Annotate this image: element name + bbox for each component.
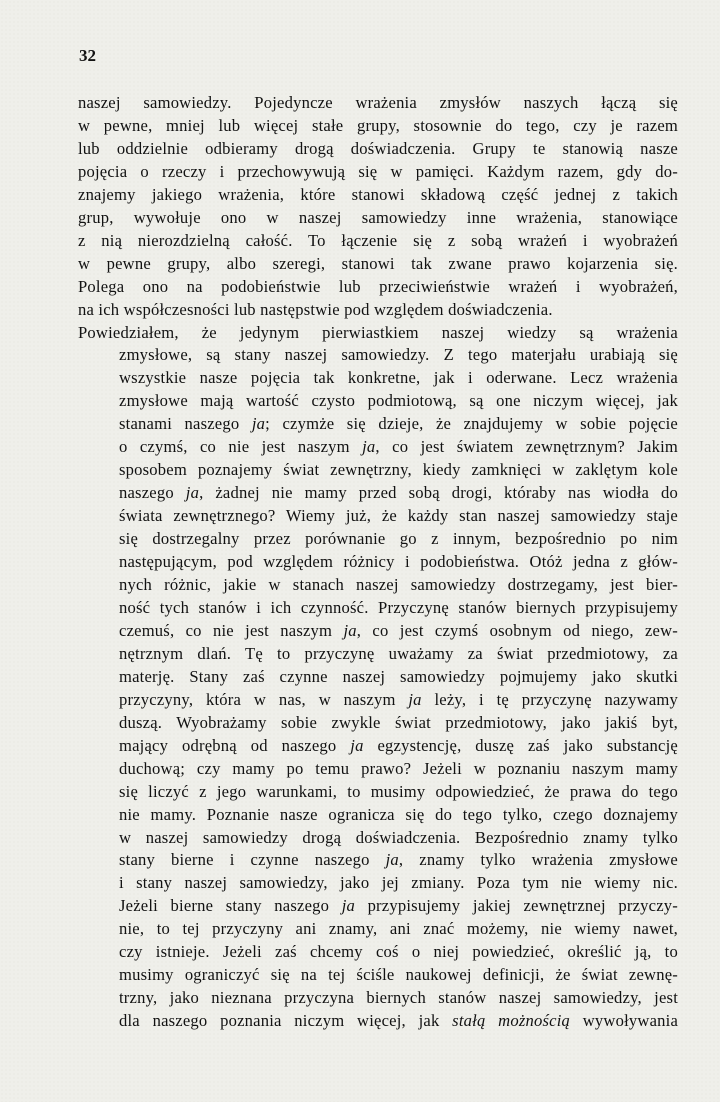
text-line: o czymś, co nie jest naszym ja, co jest światem zewnętrznym? Jakim (119, 437, 678, 457)
text-line: w pewne grupy, albo szeregi, stanowi tak zwane prawo kojarzenia się. (78, 253, 678, 273)
emphasis: ja (385, 850, 399, 870)
text-line: wszystkie nasze pojęcia tak konkretne, jak i oderwane. Lecz wrażenia (119, 368, 678, 388)
emphasis: ja (362, 437, 376, 457)
text-line: zmysłowe, są stany naszej samowiedzy. Z tego materjału urabiają się (119, 345, 678, 365)
text-line: świata zewnętrznego? Wiemy już, że każdy stan naszej samowiedzy staje (119, 506, 678, 526)
text-line: stanami naszego ja; czymże się dzieje, że znajdujemy w sobie pojęcie (119, 414, 678, 434)
text-line: przyczyny, która w nas, w naszym ja leży, i tę przyczynę nazywamy (119, 689, 679, 709)
text-line: materję. Stany zaś czynne naszej samowiedzy pojmujemy jako skutki (119, 666, 678, 686)
text-line: się liczyć z jego warunkami, to musimy odpowiedzieć, że prawa do tego (119, 781, 678, 801)
emphasis: ja (343, 620, 357, 640)
text-line: zmysłowe mają wartość czysto podmiotową, są one niczym więcej, jak (119, 391, 678, 411)
text-line: znajemy jakiego wrażenia, które stanowi składową część jednej z takich (78, 184, 678, 204)
text-line: Polega ono na podobieństwie lub przeciwieństwie wrażeń i wyobrażeń, (78, 276, 678, 296)
text-line: musimy ograniczyć się na tej ściśle naukowej definicji, że świat zewnę- (119, 965, 678, 985)
text-line: duszą. Wyobrażamy sobie zwykle świat przedmiotowy, jako jakiś byt, (119, 712, 678, 732)
text-line: w pewne, mniej lub więcej stałe grupy, stosownie do tego, czy je razem (78, 115, 678, 135)
emphasis: ja (408, 689, 422, 709)
text-line: naszego ja, żadnej nie mamy przed sobą drogi, któraby nas wiodła do (119, 483, 678, 503)
text-line: czy istnieje. Jeżeli zaś chcemy coś o niej powiedzieć, określić ją, to (119, 942, 678, 962)
text-line: mający odrębną od naszego ja egzystencję, duszę zaś jako substancję (119, 735, 678, 755)
emphasis: ja (341, 896, 356, 916)
text-line: dla naszego poznania niczym więcej, jak stałą możnością wywoływania (119, 1011, 679, 1031)
text-line: na ich współczesności lub następstwie pod względem doświadczenia. (78, 299, 553, 319)
text-line: nętrznym dlań. Tę to przyczynę uważamy za świat przedmiotowy, za (119, 643, 678, 663)
emphasis: ja (251, 414, 266, 434)
text-line: grup, wywołuje ono w naszej samowiedzy inne wrażenia, stanowiące (78, 207, 678, 227)
text-line: i stany naszej samowiedzy, jako jej zmiany. Poza tym nie wiemy nic. (119, 873, 678, 893)
paragraph-2 (78, 322, 678, 1034)
text-line: nie, to tej przyczyny ani znamy, ani znać możemy, nie wiemy nawet, (119, 919, 678, 939)
text-line: czemuś, co nie jest naszym ja, co jest czymś osobnym od niego, zew- (119, 620, 678, 640)
text-line: lub oddzielnie odbieramy drogą doświadczenia. Grupy te stanowią nasze (78, 138, 678, 158)
text-line: z nią nierozdzielną całość. To łączenie się z sobą wrażeń i wyobrażeń (78, 230, 678, 250)
text-line: naszej samowiedzy. Pojedyncze wrażenia zmysłów naszych łączą się (78, 93, 678, 112)
text-line: się dostrzegalny przez porównanie go z innym, bezpośrednio po nim (119, 529, 678, 549)
text-line: Powiedziałem, że jedynym pierwiastkiem naszej wiedzy są wrażenia (78, 322, 678, 342)
text-line: pojęcia o rzeczy i przechowywują się w pamięci. Każdym razem, gdy do- (78, 161, 678, 181)
text-line: duchową; czy mamy po temu prawo? Jeżeli w poznaniu naszym mamy (119, 758, 678, 778)
text-line: w naszej samowiedzy drogą doświadczenia. Bezpośrednio znamy tylko (119, 827, 678, 847)
text-line: nych różnic, jakie w stanach naszej samowiedzy dostrzegamy, jest bier- (119, 575, 678, 595)
text-line: stany bierne i czynne naszego ja, znamy tylko wrażenia zmysłowe (119, 850, 678, 870)
body-text (78, 92, 678, 1033)
emphasis: ja (350, 735, 364, 755)
text-line: nie mamy. Poznanie nasze ogranicza się do tego tylko, czego doznajemy (119, 804, 678, 824)
text-line: sposobem poznajemy świat zewnętrzny, kiedy zamknięci w zaklętym kole (119, 460, 678, 480)
page-number: 32 (79, 46, 96, 65)
emphasis: ja (185, 483, 200, 503)
emphasis: stałą możnością (452, 1011, 571, 1031)
text-line: następującym, pod względem różnicy i podobieństwa. Otóż jedna z głów- (119, 552, 678, 572)
text-line: Jeżeli bierne stany naszego ja przypisujemy jakiej zewnętrznej przyczy- (119, 896, 678, 916)
paragraph-1 (78, 92, 678, 322)
text-line: trzny, jako nieznana przyczyna biernych stanów naszej samowiedzy, jest (119, 988, 678, 1008)
text-line: ność tych stanów i ich czynność. Przyczynę stanów biernych przypisujemy (119, 597, 678, 617)
